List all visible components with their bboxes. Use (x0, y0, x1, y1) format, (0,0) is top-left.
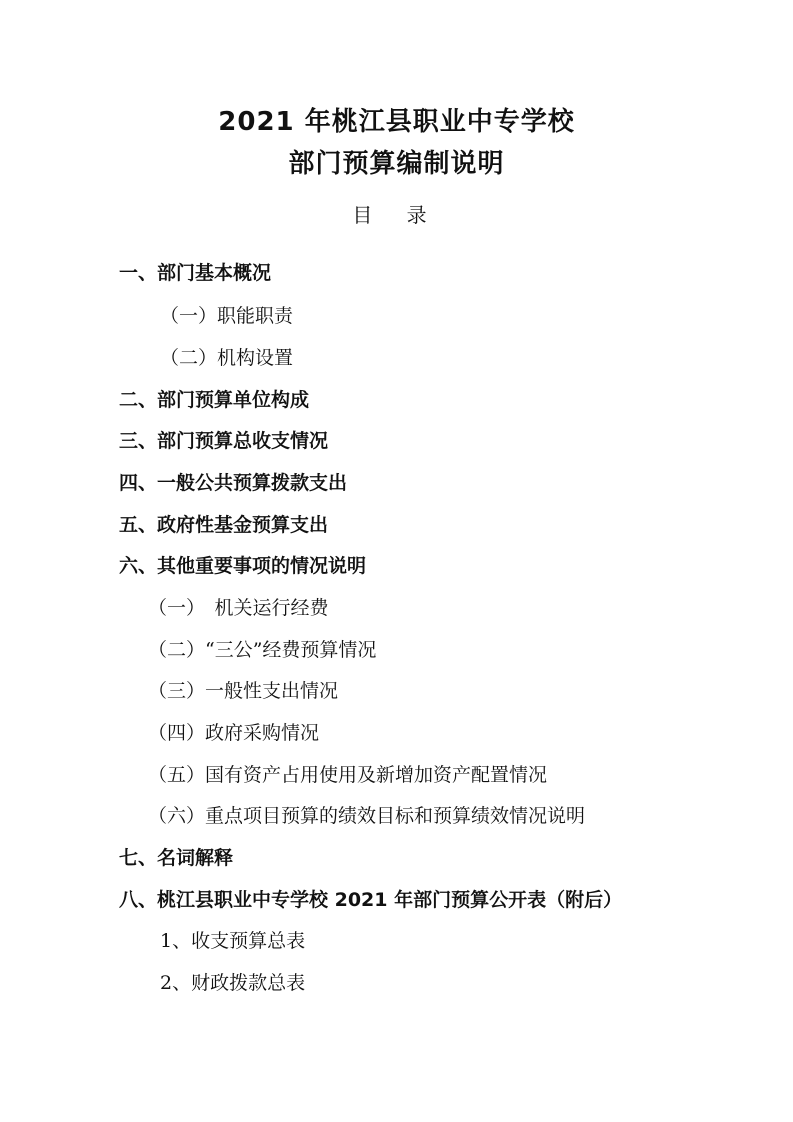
toc-section-8: 八、桃江县职业中专学校 2021 年部门预算公开表（附后） (119, 889, 623, 911)
toc-section-1: 一、部门基本概况 (119, 262, 272, 284)
document-title-line1: 2021 年桃江县职业中专学校 (218, 107, 575, 137)
toc-heading: 目 录 (352, 203, 441, 227)
toc-subsection-1-2: （二）机构设置 (160, 347, 294, 369)
toc-section-7: 七、名词解释 (119, 847, 234, 869)
toc-subsection-6-5: （五）国有资产占用使用及新增加资产配置情况 (148, 764, 548, 786)
document-title-line2: 部门预算编制说明 (288, 149, 505, 179)
toc-section-2: 二、部门预算单位构成 (119, 389, 310, 411)
toc-section-4: 四、一般公共预算拨款支出 (119, 472, 348, 494)
toc-subsection-6-2: （二）“三公”经费预算情况 (148, 639, 377, 661)
toc-subsection-6-4: （四）政府采购情况 (148, 722, 320, 744)
toc-section-5: 五、政府性基金预算支出 (119, 514, 329, 536)
toc-subsection-1-1: （一）职能职责 (160, 305, 294, 327)
toc-subsection-8-1: 1、收支预算总表 (160, 930, 306, 952)
toc-subsection-6-3: （三）一般性支出情况 (148, 680, 339, 702)
toc-subsection-8-2: 2、财政拨款总表 (160, 972, 306, 994)
toc-section-3: 三、部门预算总收支情况 (119, 430, 329, 452)
toc-subsection-6-1: （一） 机关运行经费 (148, 597, 329, 619)
toc-section-6: 六、其他重要事项的情况说明 (119, 555, 367, 577)
toc-subsection-6-6: （六）重点项目预算的绩效目标和预算绩效情况说明 (148, 805, 586, 827)
